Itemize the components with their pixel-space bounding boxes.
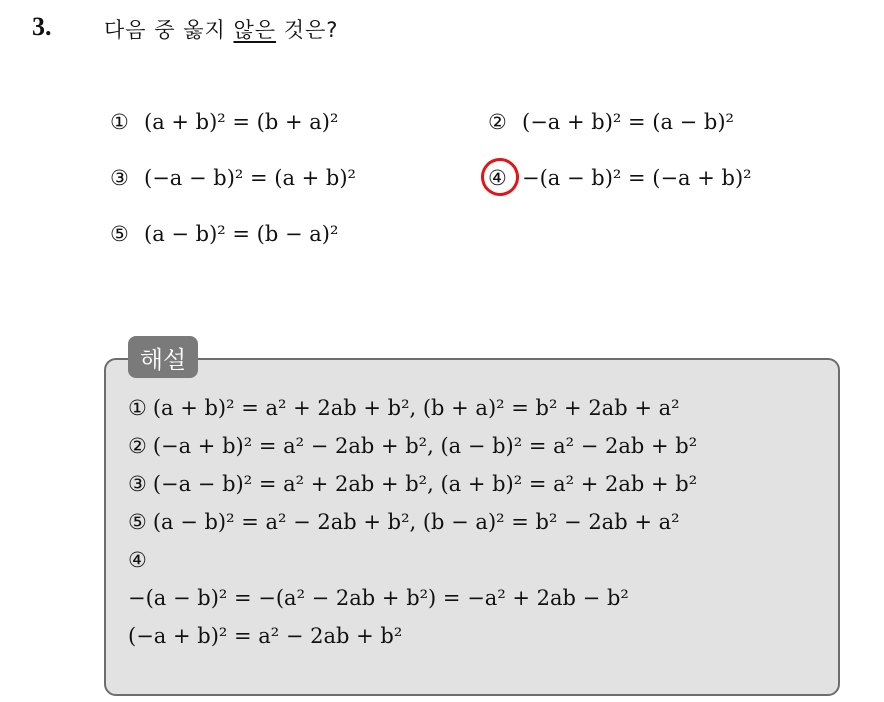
choice-3-expr: (−a − b)² = (a + b)²: [144, 166, 356, 190]
choice-4-expr: −(a − b)² = (−a + b)²: [522, 166, 752, 190]
solution-line-2: [128, 434, 697, 458]
solution-line-4-expr: (a − b)² = a² − 2ab + b², (b − a)² = b² − 2ab + a²: [152, 510, 680, 534]
solution-line-2-expr: (−a + b)² = a² − 2ab + b², (a − b)² = a² − 2ab + b²: [152, 434, 698, 458]
solution-line-7-expr: (−a + b)² = a² − 2ab + b²: [128, 624, 403, 648]
question-text: [104, 14, 338, 44]
question-text-prefix: 다음 중 옳지: [104, 18, 234, 42]
choice-3[interactable]: [110, 166, 356, 190]
solution-line-6-expr: −(a − b)² = −(a² − 2ab + b²) = −a² + 2ab − b²: [128, 586, 629, 610]
solution-line-6: [128, 586, 629, 610]
question-text-underlined: 않은: [233, 18, 277, 42]
question-text-suffix: 것은?: [276, 18, 339, 42]
solution-line-1: [128, 396, 680, 420]
solution-line-2-mark: ②: [128, 434, 147, 458]
choice-5-expr: (a − b)² = (b − a)²: [144, 222, 339, 246]
choice-1-expr: (a + b)² = (b + a)²: [144, 110, 339, 134]
solution-line-4-mark: ⑤: [128, 510, 147, 534]
solution-line-3: [128, 472, 697, 496]
solution-label: 해설: [128, 336, 198, 378]
choice-5[interactable]: [110, 222, 338, 246]
choice-2-mark: ②: [488, 110, 507, 134]
choice-4-mark: ④: [488, 166, 507, 190]
solution-line-1-mark: ①: [128, 396, 147, 420]
solution-line-1-expr: (a + b)² = a² + 2ab + b², (b + a)² = b² + 2ab + a²: [152, 396, 680, 420]
answer-circle-mark: [477, 154, 522, 199]
solution-line-3-expr: (−a − b)² = a² + 2ab + b², (a + b)² = a² + 2ab + b²: [152, 472, 698, 496]
solution-line-5-mark: ④: [128, 548, 147, 572]
choice-5-mark: ⑤: [110, 222, 129, 246]
solution-line-5: [128, 548, 153, 572]
solution-line-4: [128, 510, 680, 534]
choice-4[interactable]: [488, 166, 752, 190]
solution-line-3-mark: ③: [128, 472, 147, 496]
question-number: 3.: [32, 12, 52, 41]
choice-2-expr: (−a + b)² = (a − b)²: [522, 110, 734, 134]
choice-2[interactable]: [488, 110, 734, 134]
solution-line-7: [128, 624, 402, 648]
choice-1[interactable]: [110, 110, 338, 134]
choice-1-mark: ①: [110, 110, 129, 134]
choice-3-mark: ③: [110, 166, 129, 190]
